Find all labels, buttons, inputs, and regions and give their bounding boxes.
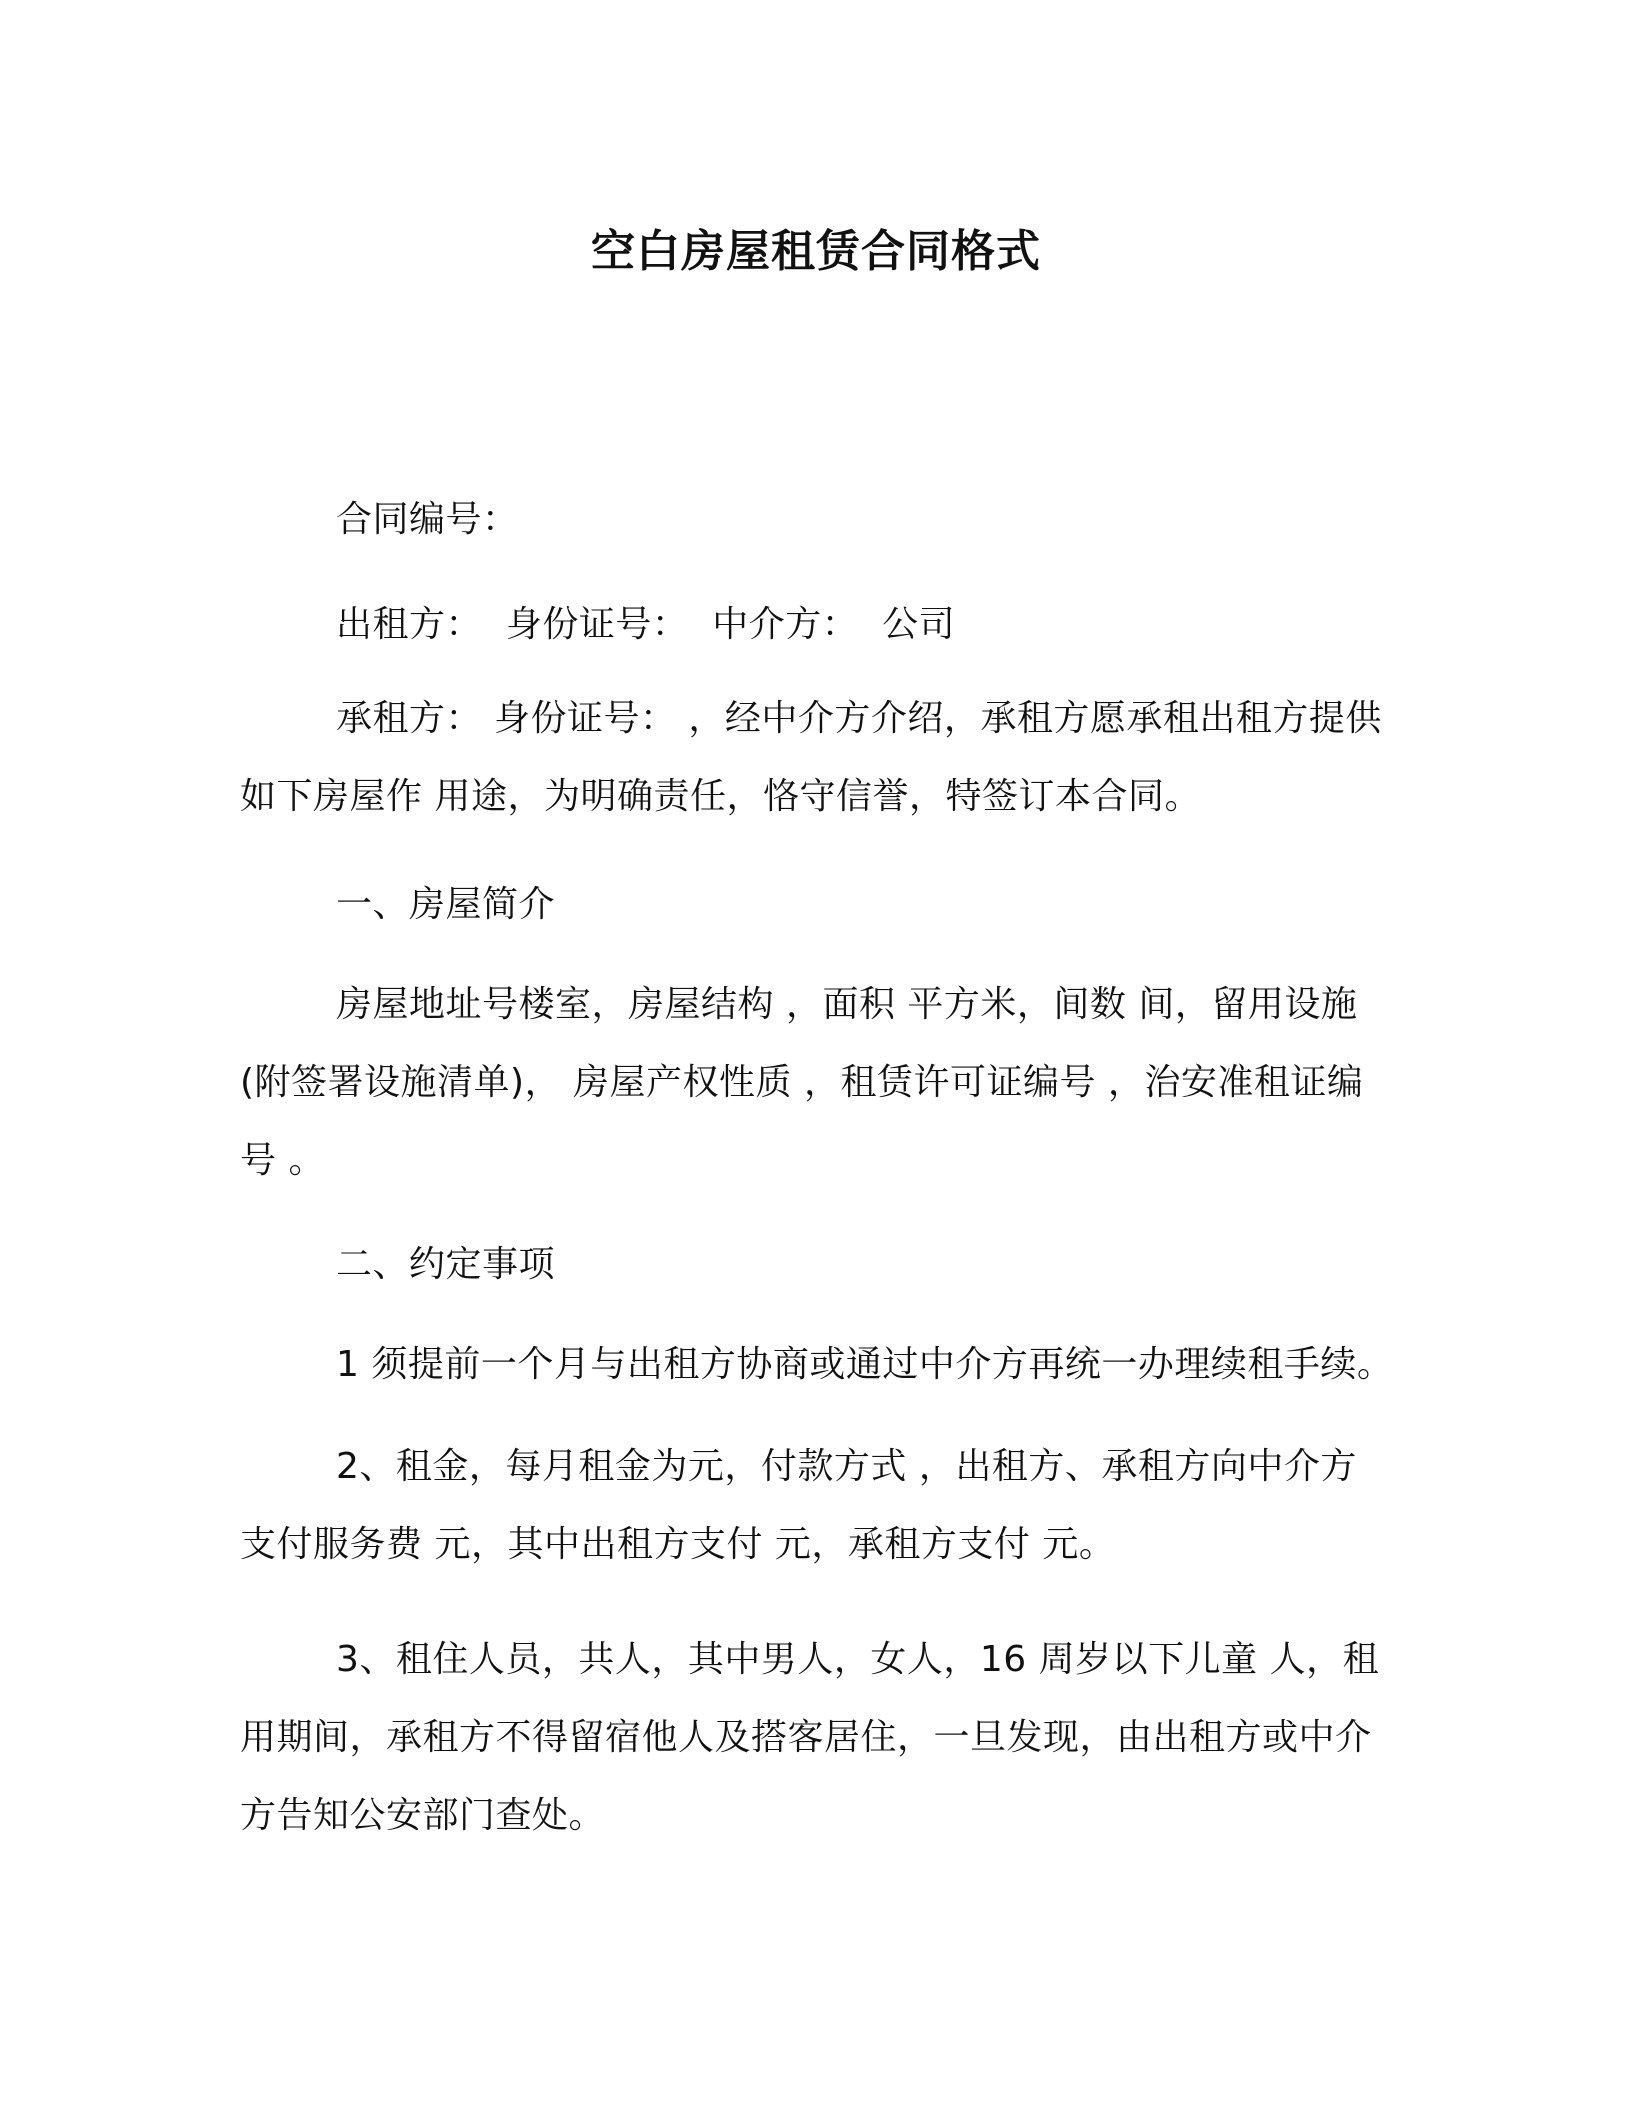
section-heading-house-intro: 一、房屋简介 <box>336 884 556 925</box>
lessor-line: 出租方： 身份证号： 中介方： 公司 <box>336 604 956 645</box>
document-title: 空白房屋租赁合同格式 <box>591 226 1041 277</box>
agreed-item-3: 3、租住人员，共人，其中男人，女人，16 周岁以下儿童 人，租用期间，承租方不得留宿他人及搭客居住，一旦发现，由出租方或中介方告知公安部门查处。 <box>240 1639 1380 1836</box>
house-intro-paragraph: 房屋地址号楼室，房屋结构 ，面积 平方米，间数 间，留用设施(附签署设施清单)， 房屋产权性质 ，租赁许可证编号 ，治安准租证编号 。 <box>240 984 1364 1181</box>
contract-number-label: 合同编号： <box>336 499 519 540</box>
agreed-item-1: 1 须提前一个月与出租方协商或通过中介方再统一办理续租手续。 <box>336 1344 1394 1385</box>
lessee-paragraph: 承租方： 身份证号： ，经中介方介绍，承租方愿承租出租方提供如下房屋作 用途，为明确责任，恪守信誉，特签订本合同。 <box>240 698 1382 817</box>
section-heading-agreed-items: 二、约定事项 <box>336 1244 556 1285</box>
agreed-item-2: 2、租金，每月租金为元，付款方式 ，出租方、承租方向中介方支付服务费 元，其中出租方支付 元，承租方支付 元。 <box>240 1446 1357 1565</box>
